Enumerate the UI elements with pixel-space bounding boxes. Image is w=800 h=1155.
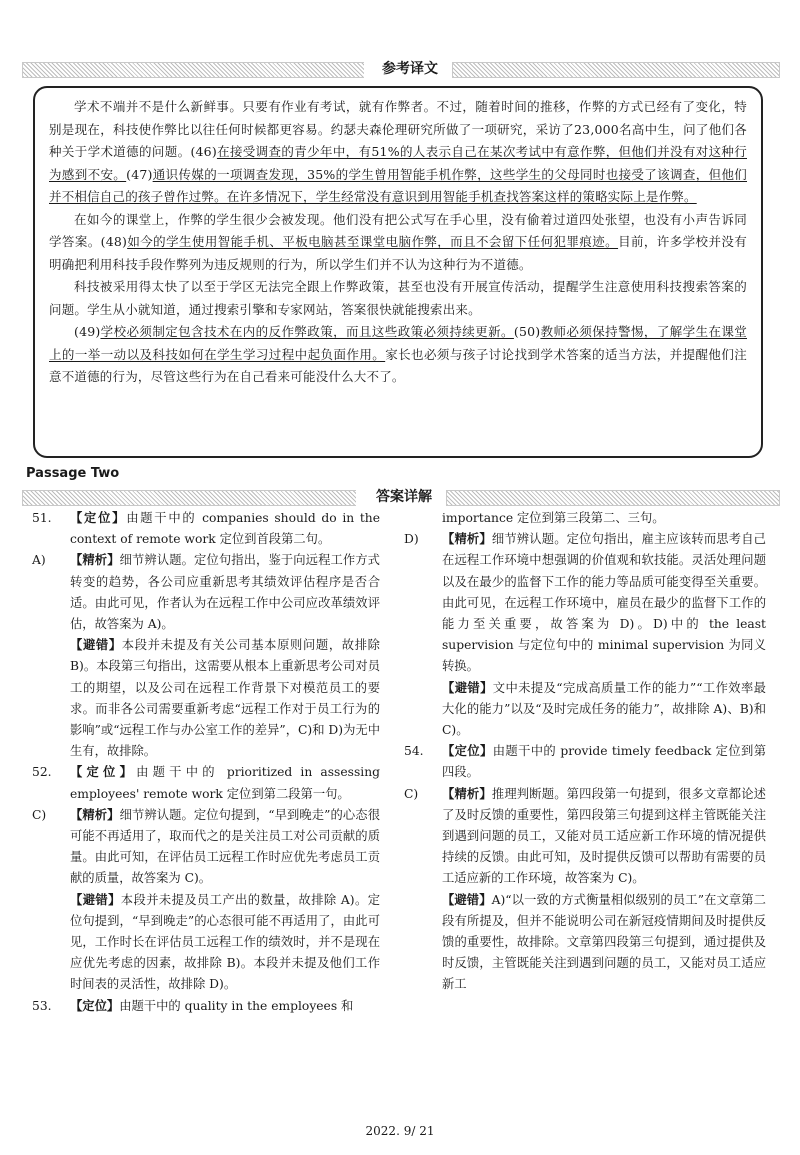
sentence: 在如今的课堂上，作弊的学生很少会被发现。他们没有把公式写在手心里，没有偷着过道四处张望，也没有小声告诉同学答案。(48) xyxy=(49,211,747,249)
sentence: (49) xyxy=(74,324,101,339)
item-text: A)“以一致的方式衡量相似级别的员工”在文章第二段有所提及，但并不能说明公司在新冠疫情期间及时提供反馈的重要性，故排除。文章第四段第三句提到，通过提供及时反馈，主管既能关注到遇到问题的员工，又能对员工适应新工 xyxy=(442,892,766,992)
answers-right-column xyxy=(404,508,766,996)
answer-item xyxy=(404,784,766,890)
sentence: 家长也必须与孩子讨论找到学术答案的适当方法，并提醒他们注意不道德的行为，尽管这些行为在自己看来可能没什么大不了。 xyxy=(49,346,747,384)
item-tag: 【定位】 xyxy=(70,511,127,525)
answer-item xyxy=(404,678,766,742)
item-tag: 【定位】 xyxy=(70,765,137,780)
item-text: 本段并未提及有关公司基本原则问题，故排除 B)。本段第三句指出，这需要从根本上重新思考公司对员工的期望，以及公司在远程工作背景下对模范员工的要求。而非各公司需要重新考虑“远程工作对于员工行为的影响”或“远程工作与办公室工作的差异”，C)和 D)为无中生有，故排除。 xyxy=(70,638,380,759)
translation-box xyxy=(33,86,763,458)
item-text: importance 定位到第三段第二、三句。 xyxy=(442,511,665,525)
item-number: C) xyxy=(32,807,47,822)
answer-item xyxy=(404,741,766,783)
item-text: 文中未提及“完成高质量工作的能力”“工作效率最大化的能力”以及“及时完成任务的能力”，故排除 A)、B)和 C)。 xyxy=(442,680,766,738)
item-text: 细节辨认题。定位句指出，雇主应该转而思考自己在远程工作环境中想强调的价值观和软技能。灵活处理问题以及在最少的监督下工作的能力等品质可能变得至关重要。由此可见，在远程工作环境中，雇员在最少的监督下工作的能力至关重要，故答案为 D)。D)中的 the least supervision 与定位句中的 minimal supervision 为同义转换。 xyxy=(442,532,766,674)
passage-title: Passage Two xyxy=(26,466,120,481)
item-text: 由题干中的 quality in the employees 和 xyxy=(119,998,354,1013)
item-number: 54. xyxy=(404,744,424,759)
answer-item xyxy=(404,890,766,996)
underlined-sentence: 如今的学生使用智能手机、平板电脑甚至课堂电脑作弊，而且不会留下任何犯罪痕迹。 xyxy=(127,234,619,249)
item-number: 51. xyxy=(32,511,52,525)
sentence: 目前，许多学校并没有明确把利用科技手段作弊列为违反规则的行为，所以学生们并不认为这种行为不道德。 xyxy=(49,234,747,272)
answer-item xyxy=(32,550,380,635)
item-tag: 【避错】 xyxy=(442,680,493,695)
answer-item xyxy=(32,508,380,550)
sentence: (50) xyxy=(513,324,541,339)
answers-left-column xyxy=(32,508,380,1017)
item-tag: 【定位】 xyxy=(70,998,120,1013)
item-number: 53. xyxy=(32,998,52,1013)
answer-explanation-banner xyxy=(22,486,778,508)
item-text: 由题干中的 provide timely feedback 定位到第四段。 xyxy=(442,744,766,780)
sentence: 科技被采用得太快了以至于学区无法完全跟上作弊政策，甚至也没有开展宣传活动，提醒学生注意使用科技搜索答案的问题。学生从小就知道，通过搜索引擎和专家网站，答案很快就能搜索出来。 xyxy=(49,279,747,317)
item-text: 由题干中的 companies should do in the context of remote work 定位到首段第二句。 xyxy=(70,511,380,547)
underlined-sentence: 通识传媒的一项调查发现，35%的学生曾用智能手机作弊，这些学生的父母同时也接受了该调查，但他们并不相信自己的孩子曾作过弊。在许多情况下，学生经常没有意识到用智能手机查找答案这样的策略实际上是作弊。 xyxy=(49,166,748,204)
sentence: 学术不端并不是什么新鲜事。只要有作业有考试，就有作弊者。不过，随着时间的推移，作弊的方式已经有了变化，特别是现在，科技使作弊比以往任何时候都更容易。约瑟夫森伦理研究所做了一项研究，采访了23,000名高中生，问了他们各种关于学术道德的问题。(46) xyxy=(49,99,747,159)
item-tag: 【避错】 xyxy=(442,892,492,907)
item-tag: 【精析】 xyxy=(70,553,120,568)
item-number: 52. xyxy=(32,765,52,780)
item-tag: 【精析】 xyxy=(442,532,492,547)
banner-title: 参考译文 xyxy=(364,58,456,80)
item-text: 本段并未提及员工产出的数量，故排除 A)。定位句提到，“早到晚走”的心态很可能不再适用了，由此可见，工作时长在评估员工远程工作的绩效时，并不是现在应优先考虑的因素，故排除 B)。本段并未提及他们工作时间表的灵活性，故排除 D)。 xyxy=(70,892,380,992)
translation-paragraph xyxy=(49,321,747,389)
underlined-sentence: 在接受调查的青少年中，有51%的人表示自己在某次考试中有意作弊，但他们并没有对这种行为感到不安。 xyxy=(49,144,747,182)
item-text: 细节辨认题。定位句提到，“早到晚走”的心态很可能不再适用了，取而代之的是关注员工对公司贡献的质量。由此可知，在评估员工远程工作时应优先考虑员工贡献的质量，故答案为 C)。 xyxy=(70,807,380,886)
item-tag: 【避错】 xyxy=(70,892,121,907)
item-tag: 【避错】 xyxy=(70,638,122,653)
page-number: 2022. 9/ 21 xyxy=(365,1124,435,1138)
item-number: A) xyxy=(32,553,46,568)
item-tag: 【精析】 xyxy=(442,786,492,801)
answer-item xyxy=(32,805,380,890)
answer-banner-title: 答案详解 xyxy=(356,486,452,508)
translation-paragraph xyxy=(49,96,747,209)
answer-item xyxy=(32,996,380,1017)
answer-item xyxy=(32,635,380,762)
item-tag: 【定位】 xyxy=(442,744,493,759)
item-text: 细节辨认题。定位句指出，鉴于向远程工作方式转变的趋势，各公司应重新思考其绩效评估程序是否合适。由此可见，作者认为在远程工作中公司应改革绩效评估，故答案为 A)。 xyxy=(70,553,380,632)
item-tag: 【精析】 xyxy=(70,807,120,822)
underlined-sentence: 学校必须制定包含技术在内的反作弊政策，而且这些政策必须持续更新。 xyxy=(100,324,514,339)
translation-paragraph xyxy=(49,276,747,321)
reference-translation-banner xyxy=(22,58,778,80)
answer-item xyxy=(32,762,380,804)
answer-item xyxy=(32,890,380,996)
item-number: D) xyxy=(404,532,419,547)
translation-paragraph xyxy=(49,209,747,277)
answer-item xyxy=(404,508,766,529)
underlined-sentence: 教师必须保持警惕，了解学生在课堂上的一举一动以及科技如何在学生学习过程中起负面作用。 xyxy=(49,324,748,362)
item-text: 推理判断题。第四段第一句提到，很多文章都论述了及时反馈的重要性，第四段第三句提到这样主管既能关注到遇到问题的员工，又能对员工适应新工作环境的情况提供持续的反馈。由此可知，及时提供反馈可以帮助有需要的员工适应新的工作环境，故答案为 C)。 xyxy=(442,786,766,886)
item-text: 由题干中的 prioritized in assessing employees' remote work 定位到第二段第一句。 xyxy=(70,765,380,801)
sentence: (47) xyxy=(126,166,153,182)
item-number: C) xyxy=(404,786,419,801)
answer-item xyxy=(404,529,766,677)
